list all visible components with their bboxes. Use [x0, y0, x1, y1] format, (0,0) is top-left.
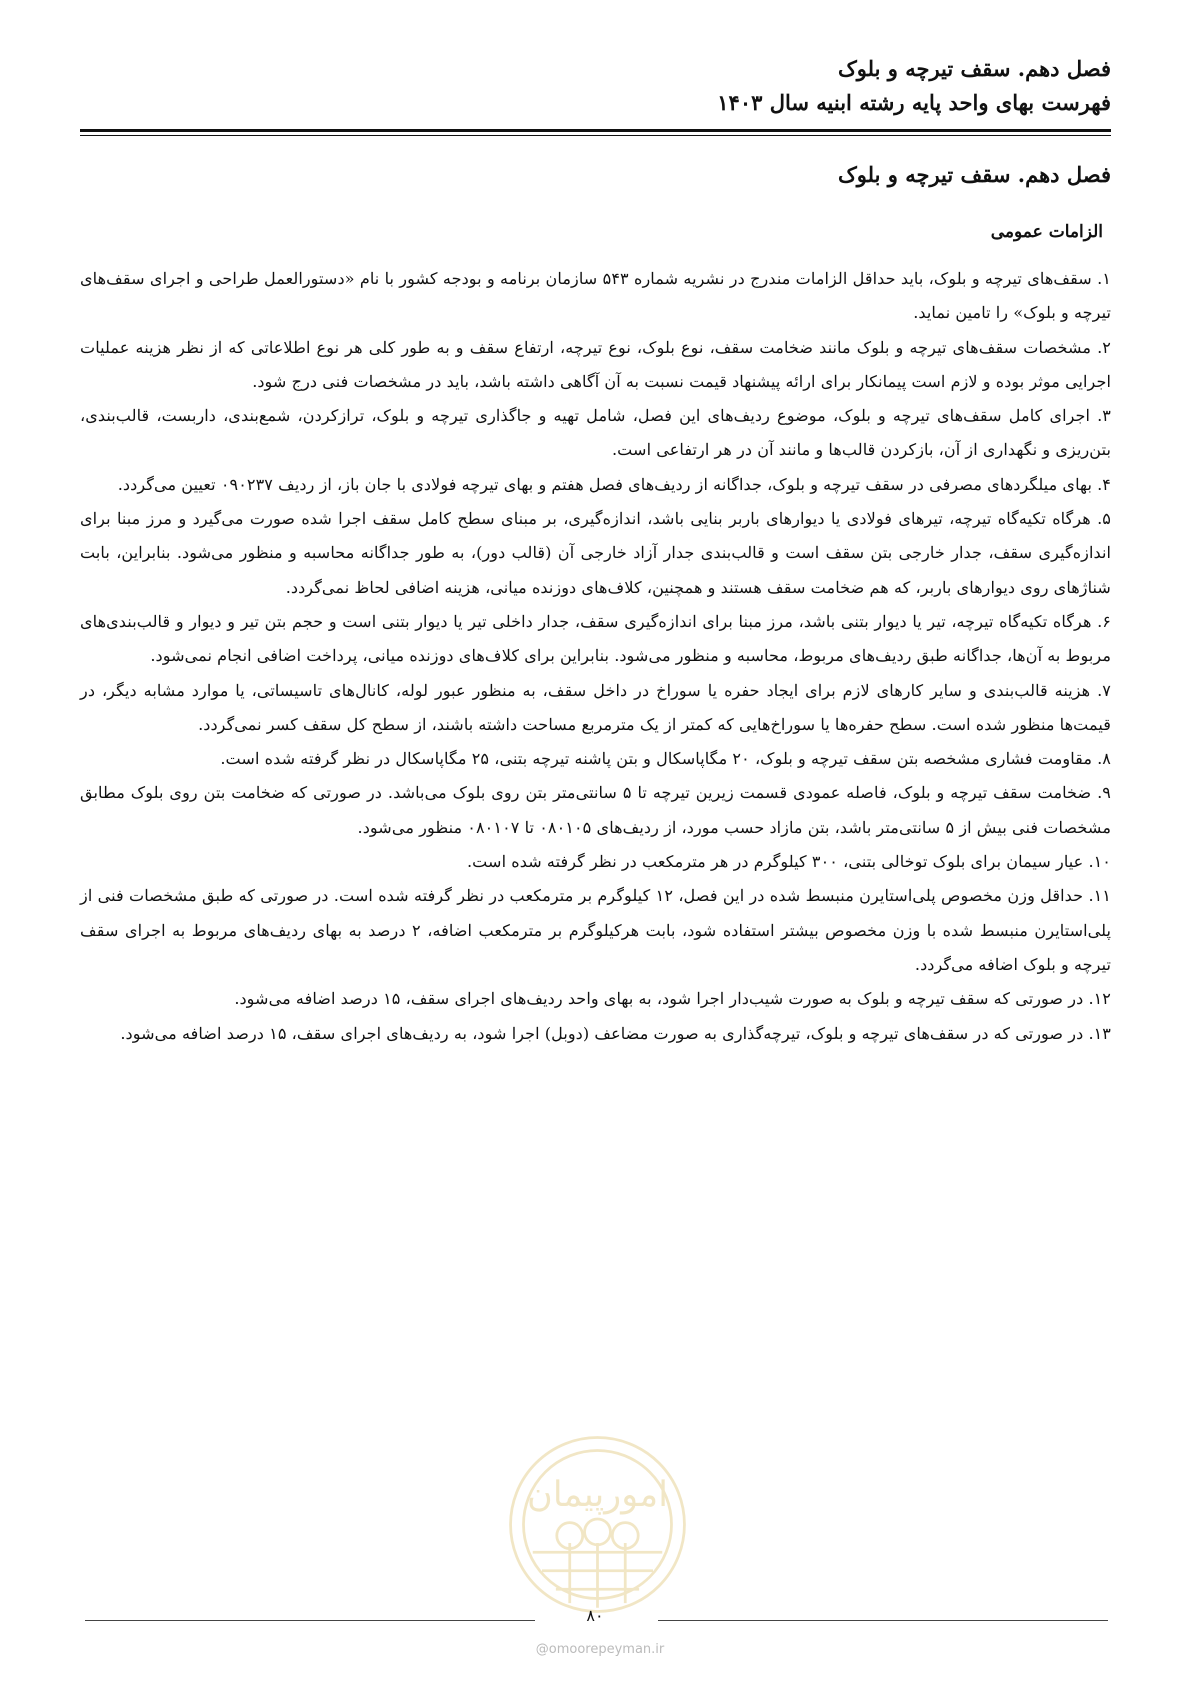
omoorepeyman-seal-logo-icon [505, 1432, 690, 1617]
paragraph: ۲. مشخصات سقف‌های تیرچه و بلوک مانند ضخامت سقف، نوع بلوک، نوع تیرچه، ارتفاع سقف و به طور کلی هر نوع اطلاعاتی که از نظر هزینه عملیات اجرایی موثر بوده و لازم است پیمانکار برای ارائه پیشنهاد قیمت نسبت به آن آگاهی داشته باشد، باید در مشخصات فنی درج شود. [80, 337, 1111, 391]
footer-rule-right [658, 1620, 1108, 1621]
header-chapter: فصل دهم. سقف تیرچه و بلوک [838, 56, 1111, 81]
paragraph: ۷. هزینه قالب‌بندی و سایر کارهای لازم برای ایجاد حفره یا سوراخ در داخل سقف، به منظور عبور لوله، کانال‌های تاسیساتی، یا موارد مشابه دیگر، در قیمت‌ها منظور شده است. سطح حفره‌ها یا سوراخ‌هایی که کمتر از یک مترمربع مساحت داشته باشند، از سطح کل سقف کسر نمی‌گردد. [80, 680, 1111, 734]
paragraph: ۸. مقاومت فشاری مشخصه بتن سقف تیرچه و بلوک، ۲۰ مگاپاسکال و بتن پاشنه تیرچه بتنی، ۲۵ مگاپاسکال در نظر گرفته شده است. [220, 749, 1111, 769]
requirements-list [80, 262, 1111, 1051]
watermark-logo-text: امورپیمان [527, 1474, 668, 1515]
paragraph: ۵. هرگاه تکیه‌گاه تیرچه، تیرهای فولادی یا دیوارهای باربر بنایی باشد، اندازه‌گیری، بر مبنای سطح کامل سقف اجرا شده صورت می‌گیرد و مرز مبنا برای اندازه‌گیری سقف، جدار خارجی بتن سقف است و قالب‌بندی جدار آزاد خارجی آن (قالب دور)، به طور جداگانه محاسبه و منظور می‌شود. بنابراین، بابت شناژهای روی دیوارهای باربر، که هم ضخامت سقف هستند و همچنین، کلاف‌های دوزنده میانی، هزینه اضافی لحاظ نمی‌گردد. [80, 509, 1111, 597]
paragraph: ۱۰. عیار سیمان برای بلوک توخالی بتنی، ۳۰۰ کیلوگرم در هر مترمکعب در نظر گرفته شده است. [466, 852, 1111, 872]
paragraph: ۱۳. در صورتی که در سقف‌های تیرچه و بلوک، تیرچه‌گذاری به صورت مضاعف (دوبل) اجرا شود، به ردیف‌های اجرای سقف، ۱۵ درصد اضافه می‌شود. [120, 1023, 1111, 1043]
chapter-title: فصل دهم. سقف تیرچه و بلوک [838, 162, 1111, 187]
site-url: @omoorepeyman.ir [535, 1642, 665, 1657]
page-header [80, 52, 1111, 120]
paragraph: ۹. ضخامت سقف تیرچه و بلوک، فاصله عمودی قسمت زیرین تیرچه تا ۵ سانتی‌متر بتن روی بلوک می‌باشد. در صورتی که ضخامت بتن روی بلوک مطابق مشخصات فنی بیش از ۵ سانتی‌متر باشد، بتن مازاد حسب مورد، از ردیف‌های ۰۸۰۱۰۵ تا ۰۸۰۱۰۷ منظور می‌شود. [80, 783, 1111, 837]
header-rule-thin [80, 135, 1111, 136]
paragraph: ۱۱. حداقل وزن مخصوص پلی‌استایرن منبسط شده در این فصل، ۱۲ کیلوگرم بر مترمکعب در نظر گرفته شده است. در صورتی که طبق مشخصات فنی از پلی‌استایرن منبسط شده با وزن مخصوص بیشتر استفاده شود، بابت هرکیلوگرم بر مترمکعب اضافه، ۲ درصد به بهای ردیف‌های مربوط به اجرای سقف تیرچه و بلوک اضافه می‌گردد. [80, 886, 1111, 974]
paragraph: ۳. اجرای کامل سقف‌های تیرچه و بلوک، موضوع ردیف‌های این فصل، شامل تهیه و جاگذاری تیرچه و بلوک، ترازکردن، شمع‌بندی، داربست، قالب‌بندی، بتن‌ریزی و نگهداری از آن، بازکردن قالب‌ها و مانند آن در هر ارتفاعی است. [80, 406, 1111, 460]
paragraph: ۴. بهای میلگردهای مصرفی در سقف تیرچه و بلوک، جداگانه از ردیف‌های فصل هفتم و بهای تیرچه فولادی با جان باز، از ردیف ۰۹۰۲۳۷ تعیین می‌گردد. [117, 474, 1111, 494]
paragraph: ۶. هرگاه تکیه‌گاه تیرچه، تیر یا دیوار بتنی باشد، مرز مبنا برای اندازه‌گیری سقف، جدار داخلی تیر یا دیوار بتنی است و حجم بتن تیر و دیوار و قالب‌بندی‌های مربوط به آن‌ها، جداگانه طبق ردیف‌های مربوط، محاسبه و منظور می‌شود. بنابراین برای کلاف‌های دوزنده میانی، پرداخت اضافی انجام نمی‌شود. [80, 611, 1111, 666]
page-number: ۸۰ [586, 1606, 604, 1625]
section-title: الزامات عمومی [990, 222, 1103, 242]
paragraph: ۱. سقف‌های تیرچه و بلوک، باید حداقل الزامات مندرج در نشریه شماره ۵۴۳ سازمان برنامه و بودجه کشور با نام «دستورالعمل طراحی و اجرای سقف‌های تیرچه و بلوک» را تامین نماید. [80, 269, 1111, 323]
header-rule-thick [80, 129, 1111, 132]
header-list-title: فهرست بهای واحد پایه رشته ابنیه سال ۱۴۰۳ [717, 90, 1111, 115]
paragraph: ۱۲. در صورتی که سقف تیرچه و بلوک به صورت شیب‌دار اجرا شود، به بهای واحد ردیف‌های اجرای سقف، ۱۵ درصد اضافه می‌شود. [234, 989, 1111, 1009]
footer-rule-left [85, 1620, 535, 1621]
